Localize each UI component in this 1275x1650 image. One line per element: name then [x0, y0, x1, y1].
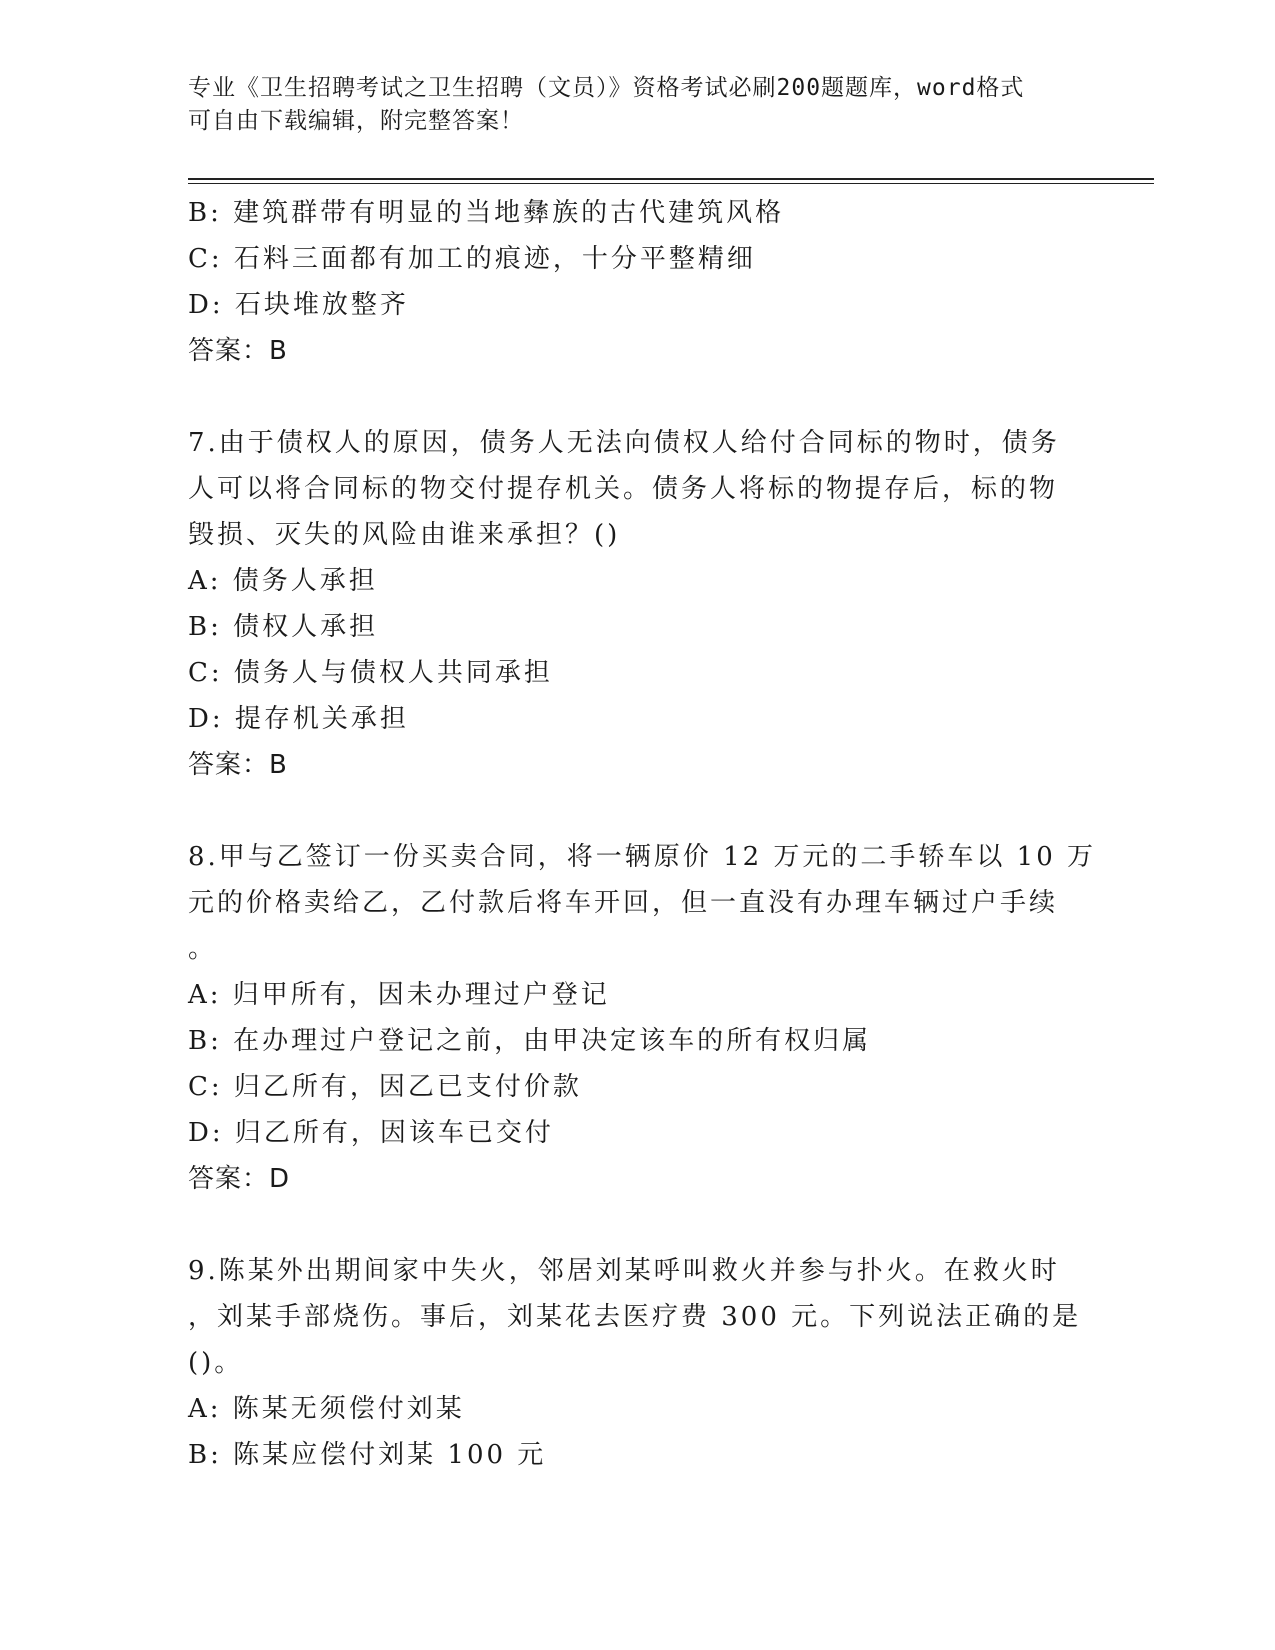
- question-spacer: [188, 1202, 1068, 1248]
- question-7: [188, 420, 1068, 788]
- answer-line: 答案：B: [188, 336, 288, 366]
- option-d: D: 提存机关承担: [188, 704, 409, 734]
- question-text-line: 7.由于债权人的原因，债务人无法向债权人给付合同标的物时，债务: [188, 428, 1060, 458]
- question-text-line: 9.陈某外出期间家中失火，邻居刘某呼叫救火并参与扑火。在救火时: [188, 1256, 1060, 1286]
- question-spacer: [188, 788, 1068, 834]
- option-b: B: 债权人承担: [188, 612, 379, 642]
- question-text-line: ()。: [188, 1348, 244, 1378]
- question-text-line: 毁损、灭失的风险由谁来承担？(): [188, 520, 621, 550]
- header-line-2: 可自由下载编辑，附完整答案！: [188, 108, 524, 134]
- option-b: B: 陈某应偿付刘某 100 元: [188, 1440, 547, 1470]
- option-a: A: 债务人承担: [188, 566, 378, 596]
- document-body: [188, 190, 1097, 1478]
- option-c: C: 归乙所有，因乙已支付价款: [188, 1072, 582, 1102]
- option-d: D: 归乙所有，因该车已交付: [188, 1118, 554, 1148]
- question-text-line: 元的价格卖给乙，乙付款后将车开回，但一直没有办理车辆过户手续: [188, 888, 1059, 918]
- question-text-line: 人可以将合同标的物交付提存机关。债务人将标的物提存后，标的物: [188, 474, 1059, 504]
- option-c: C: 债务人与债权人共同承担: [188, 658, 553, 688]
- answer-line: 答案：B: [188, 750, 288, 780]
- header-line-1: 专业《卫生招聘考试之卫生招聘（文员）》资格考试必刷200题题库，word格式: [188, 75, 1025, 101]
- answer-line: 答案：D: [188, 1164, 291, 1194]
- option-c: C: 石料三面都有加工的痕迹，十分平整精细: [188, 244, 756, 274]
- document-header: [188, 72, 1068, 138]
- option-b: B: 建筑群带有明显的当地彝族的古代建筑风格: [188, 198, 785, 228]
- question-8: [188, 834, 1097, 1202]
- option-d: D: 石块堆放整齐: [188, 290, 409, 320]
- question-text-line: 。: [188, 934, 218, 964]
- option-b: B: 在办理过户登记之前，由甲决定该车的所有权归属: [188, 1026, 872, 1056]
- option-a: A: 归甲所有，因未办理过户登记: [188, 980, 610, 1010]
- header-divider-thin: [188, 183, 1154, 184]
- question-text-line: 8.甲与乙签订一份买卖合同，将一辆原价 12 万元的二手轿车以 10 万: [188, 842, 1097, 872]
- question-prev-continued: [188, 190, 1068, 374]
- question-text-line: ，刘某手部烧伤。事后，刘某花去医疗费 300 元。下列说法正确的是: [188, 1302, 1082, 1332]
- header-divider-thick: [188, 178, 1154, 180]
- question-spacer: [188, 374, 1068, 420]
- option-a: A: 陈某无须偿付刘某: [188, 1394, 465, 1424]
- question-9: [188, 1248, 1082, 1478]
